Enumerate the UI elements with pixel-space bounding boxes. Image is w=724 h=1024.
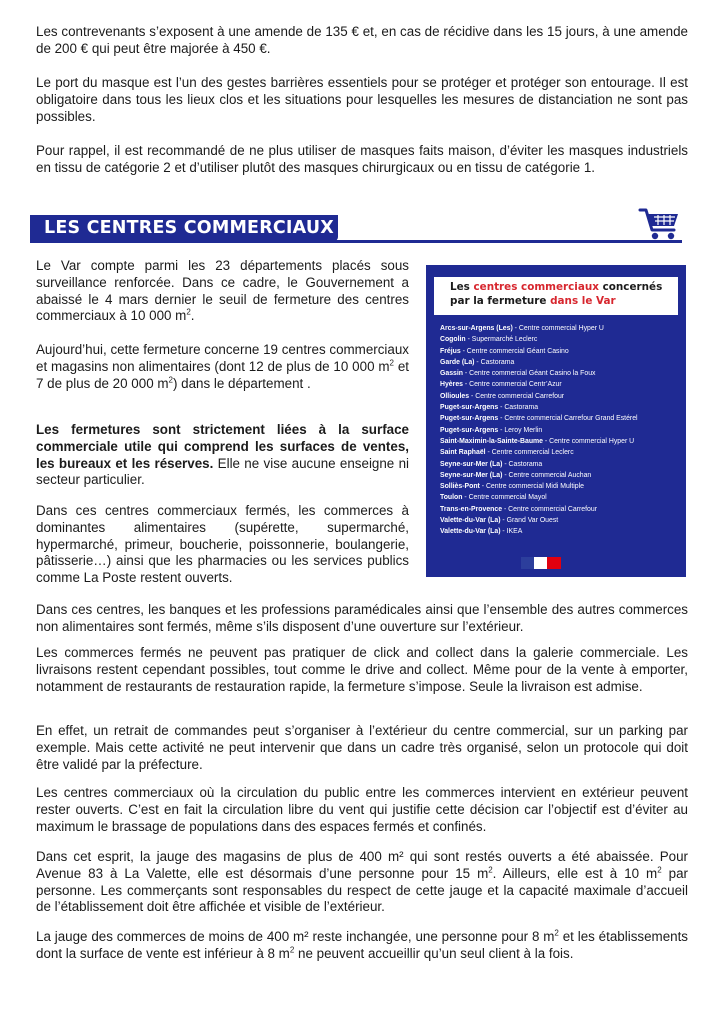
list-item: Trans-en-Provence - Centre commercial Carrefour <box>440 505 598 513</box>
list-item: Saint-Maximin-la-Sainte-Baume - Centre commercial Hyper U <box>440 437 635 445</box>
list-item: Arcs-sur-Argens (Les) - Centre commercial Hyper U <box>440 325 604 332</box>
sidebar-box-title-line2: par la fermeture dans le Var <box>450 295 616 307</box>
intro-paragraph-fines: Les contrevenants s’exposent à une amende de 135 € et, en cas de récidive dans les 15 jours, à une amende de 200 € qui peut être majorée à 450 €. <box>36 24 688 56</box>
list-item: Seyne-sur-Mer (La) - Castorama <box>440 460 543 468</box>
list-item: Ollioules - Centre commercial Carrefour <box>440 392 565 400</box>
list-item: Valette-du-Var (La) - Grand Var Ouest <box>440 517 559 525</box>
left-paragraph-count: Aujourd’hui, cette fermeture concerne 19 centres commerciaux et magasins non alimentaires (dont 12 de plus de 10 000 $m^2$ et 7 de plus de 20 000 $m^2$) dans le département . <box>36 342 410 391</box>
list-item: Saint Raphaël - Centre commercial Leclerc <box>440 449 574 457</box>
section-banner <box>30 210 682 244</box>
list-item: Gassin - Centre commercial Géant Casino la Foux <box>440 370 596 378</box>
left-paragraph-threshold: Le Var compte parmi les 23 départements placés sous surveillance renforcée. Dans ce cadre, le Gouvernement a abaissé le 4 mars dernier le seuil de fermeture des centres commerciaux à 10 000 $m^2$. <box>36 258 409 324</box>
closures-sidebar-box <box>426 265 686 577</box>
body-paragraph-small-shops: La jauge des commerces de moins de 400 m² reste inchangée, une personne pour 8 $m^2$ et les établissements dont la surface de vente est inférieur à 8 $m^2$ ne peuvent accueillir qu’un seul client à la fois. <box>36 928 689 961</box>
body-paragraph-closed-shops: Dans ces centres, les banques et les professions paramédicales ainsi que l’ensemble des autres commerces non alimentaires sont fermés, même s’ils disposent d’une ouverture sur l’extérieur. <box>36 602 688 634</box>
french-flag-icon <box>521 557 567 569</box>
sidebar-box-title-line1: Les centres commerciaux concernés <box>450 281 663 293</box>
body-paragraph-pickup: En effet, un retrait de commandes peut s’organiser à l’extérieur du centre commercial, sur un parking par exemple. Mais cette activité ne peut intervenir que dans un cadre très organisé, selon un protocole qui doit être validé par la préfecture. <box>36 723 688 772</box>
shopping-cart-icon <box>638 206 682 242</box>
list-item: Puget-sur-Argens - Castorama <box>440 404 539 412</box>
list-item: Puget-sur-Argens - Centre commercial Carrefour Grand Estérel <box>440 415 638 423</box>
list-item: Fréjus - Centre commercial Géant Casino <box>440 347 569 355</box>
left-paragraph-open-shops: Dans ces centres commerciaux fermés, les commerces à dominantes alimentaires (supérette, supermarché, hypermarché, primeur, boucherie, poissonnerie, boulangerie, pâtisserie…) ainsi que les pharmacies ou les services publics comme La Poste restent ouverts. <box>36 503 409 586</box>
list-item: Puget-sur-Argens - Leroy Merlin <box>440 426 543 434</box>
left-paragraph-surface: Les fermetures sont strictement liées à la surface commerciale utile qui comprend les surfaces de ventes, les bureaux et les réserves. Elle ne vise aucune enseigne ni secteur particulier. <box>36 422 409 488</box>
list-item: Cogolin - Supermarché Leclerc <box>440 336 538 344</box>
list-item: Valette-du-Var (La) - IKEA <box>440 528 523 536</box>
intro-paragraph-mask-types: Pour rappel, il est recommandé de ne plus utiliser de masques faits maison, d’éviter les masques industriels en tissu de catégorie 2 et d’utiliser plutôt des masques chirurgicaux ou en tissu de catégorie 1. <box>36 143 688 175</box>
body-paragraph-capacity: Dans cet esprit, la jauge des magasins de plus de 400 m² qui sont restés ouverts a été abaissée. Pour Avenue 83 à La Valette, elle est désormais d’une personne pour 15 $m^2$. Ailleurs, elle est à 10 $m^2$ par personne. Les commerçants sont responsables du respect de cette jauge et la capacité maximale d’accueil de l’établissement doit être affichée et visible de l’extérieur. <box>36 849 688 915</box>
closures-list <box>440 323 680 538</box>
banner-underline <box>30 240 682 243</box>
list-item: Seyne-sur-Mer (La) - Centre commercial Auchan <box>440 471 592 479</box>
sidebar-box-header <box>434 277 678 315</box>
intro-paragraph-mask: Le port du masque est l’un des gestes barrières essentiels pour se protéger et protéger son entourage. Il est obligatoire dans tous les lieux clos et les situations pour lesquelles les mesures de distanciation ne sont pas possibles. <box>36 75 688 124</box>
body-paragraph-outdoor-centres: Les centres commerciaux où la circulation du public entre les commerces intervient en extérieur peuvent rester ouverts. C’est en fait la circulation libre du vent qui justifie cette décision car l’objectif est d’éviter au maximum le brassage de populations dans des espaces fermés et confinés. <box>36 785 688 834</box>
list-item: Hyères - Centre commercial Centr’Azur <box>440 381 562 389</box>
body-paragraph-click-collect: Les commerces fermés ne peuvent pas pratiquer de click and collect dans la galerie commerciale. Les livraisons restent cependant possibles, tout comme le drive and collect. Même pour de la vente à emporter, notamment de restaurants de restauration rapide, la fermeture s’impose. Seule la livraison est admise. <box>36 645 688 694</box>
list-item: Toulon - Centre commercial Mayol <box>440 494 547 502</box>
list-item: Garde (La) - Castorama <box>440 358 515 366</box>
list-item: Solliès-Pont - Centre commercial Midi Multiple <box>440 483 584 491</box>
section-title: LES CENTRES COMMERCIAUX <box>44 218 334 238</box>
